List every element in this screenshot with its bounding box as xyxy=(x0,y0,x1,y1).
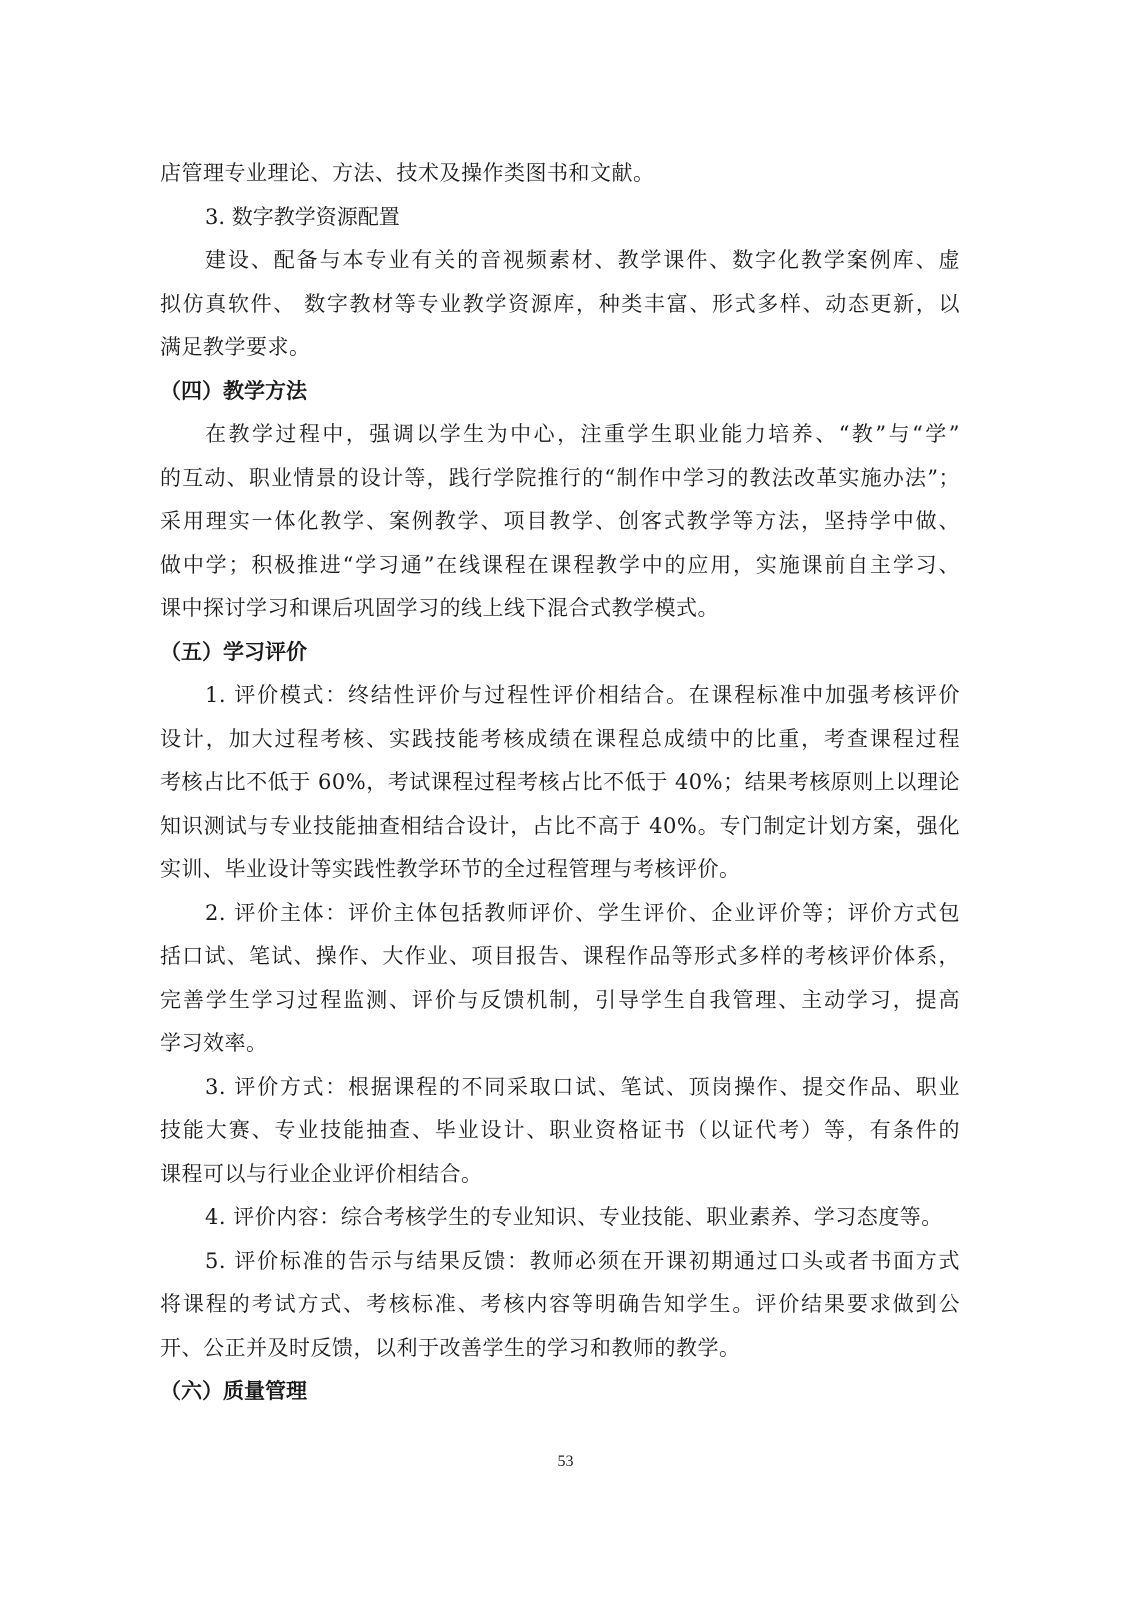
paragraph-line: 实训、毕业设计等实践性教学环节的全过程管理与考核评价。 xyxy=(160,857,741,881)
paragraph-line: 采用理实一体化教学、案例教学、项目教学、创客式教学等方法，坚持学中做、 xyxy=(160,509,960,533)
paragraph-line: 学习效率。 xyxy=(160,1031,268,1055)
section-heading: （六）质量管理 xyxy=(160,1379,307,1403)
page-number: 53 xyxy=(557,1453,574,1470)
paragraph-line: 括口试、笔试、操作、大作业、项目报告、课程作品等形式多样的考核评价体系， xyxy=(160,944,960,968)
page-body xyxy=(160,152,960,1414)
paragraph-line: 做中学；积极推进“学习通”在线课程在课程教学中的应用，实施课前自主学习、 xyxy=(160,552,960,577)
paragraph-line: 满足教学要求。 xyxy=(160,335,311,359)
paragraph-line: 店管理专业理论、方法、技术及操作类图书和文献。 xyxy=(160,161,655,185)
paragraph-line: 5. 评价标准的告示与结果反馈：教师必须在开课初期通过口头或者书面方式 xyxy=(205,1248,960,1273)
paragraph-line: 3. 评价方式：根据课程的不同采取口试、笔试、顶岗操作、提交作品、职业 xyxy=(205,1074,960,1099)
paragraph-line: 考核占比不低于 60%，考试课程过程考核占比不低于 40%；结果考核原则上以理论 xyxy=(160,770,960,794)
paragraph-line: 技能大赛、专业技能抽查、毕业设计、职业资格证书（以证代考）等，有条件的 xyxy=(160,1118,960,1142)
paragraph-line: 2. 评价主体：评价主体包括教师评价、学生评价、企业评价等；评价方式包 xyxy=(205,900,960,925)
paragraph-line: 课中探讨学习和课后巩固学习的线上线下混合式教学模式。 xyxy=(160,596,719,620)
subsection-title: 3. 数字教学资源配置 xyxy=(205,204,400,229)
paragraph-line: 1. 评价模式：终结性评价与过程性评价相结合。在课程标准中加强考核评价 xyxy=(205,683,960,707)
section-heading: （四）教学方法 xyxy=(160,378,307,403)
paragraph-line: 完善学生学习过程监测、评价与反馈机制，引导学生自我管理、主动学习，提高 xyxy=(160,987,960,1012)
paragraph-line: 将课程的考试方式、考核标准、考核内容等明确告知学生。评价结果要求做到公 xyxy=(160,1292,960,1316)
section-heading: （五）学习评价 xyxy=(160,639,307,664)
paragraph-line: 课程可以与行业企业评价相结合。 xyxy=(160,1161,483,1186)
paragraph-line: 建设、配备与本专业有关的音视频素材、教学课件、数字化教学案例库、虚 xyxy=(205,248,960,272)
paragraph-line: 开、公正并及时反馈，以利于改善学生的学习和教师的教学。 xyxy=(160,1335,741,1360)
paragraph-line: 在教学过程中，强调以学生为中心，注重学生职业能力培养、“教”与“学” xyxy=(205,422,960,446)
paragraph-line: 的互动、职业情景的设计等，践行学院推行的“制作中学习的教法改革实施办法”； xyxy=(160,465,960,490)
paragraph-line: 设计，加大过程考核、实践技能考核成绩在课程总成绩中的比重，考查课程过程 xyxy=(160,726,960,751)
paragraph-line: 拟仿真软件、 数字教材等专业教学资源库，种类丰富、形式多样、动态更新，以 xyxy=(160,291,960,316)
paragraph-line: 4. 评价内容：综合考核学生的专业知识、专业技能、职业素养、学习态度等。 xyxy=(205,1205,943,1229)
paragraph-line: 知识测试与专业技能抽查相结合设计，占比不高于 40%。专门制定计划方案，强化 xyxy=(160,813,960,838)
